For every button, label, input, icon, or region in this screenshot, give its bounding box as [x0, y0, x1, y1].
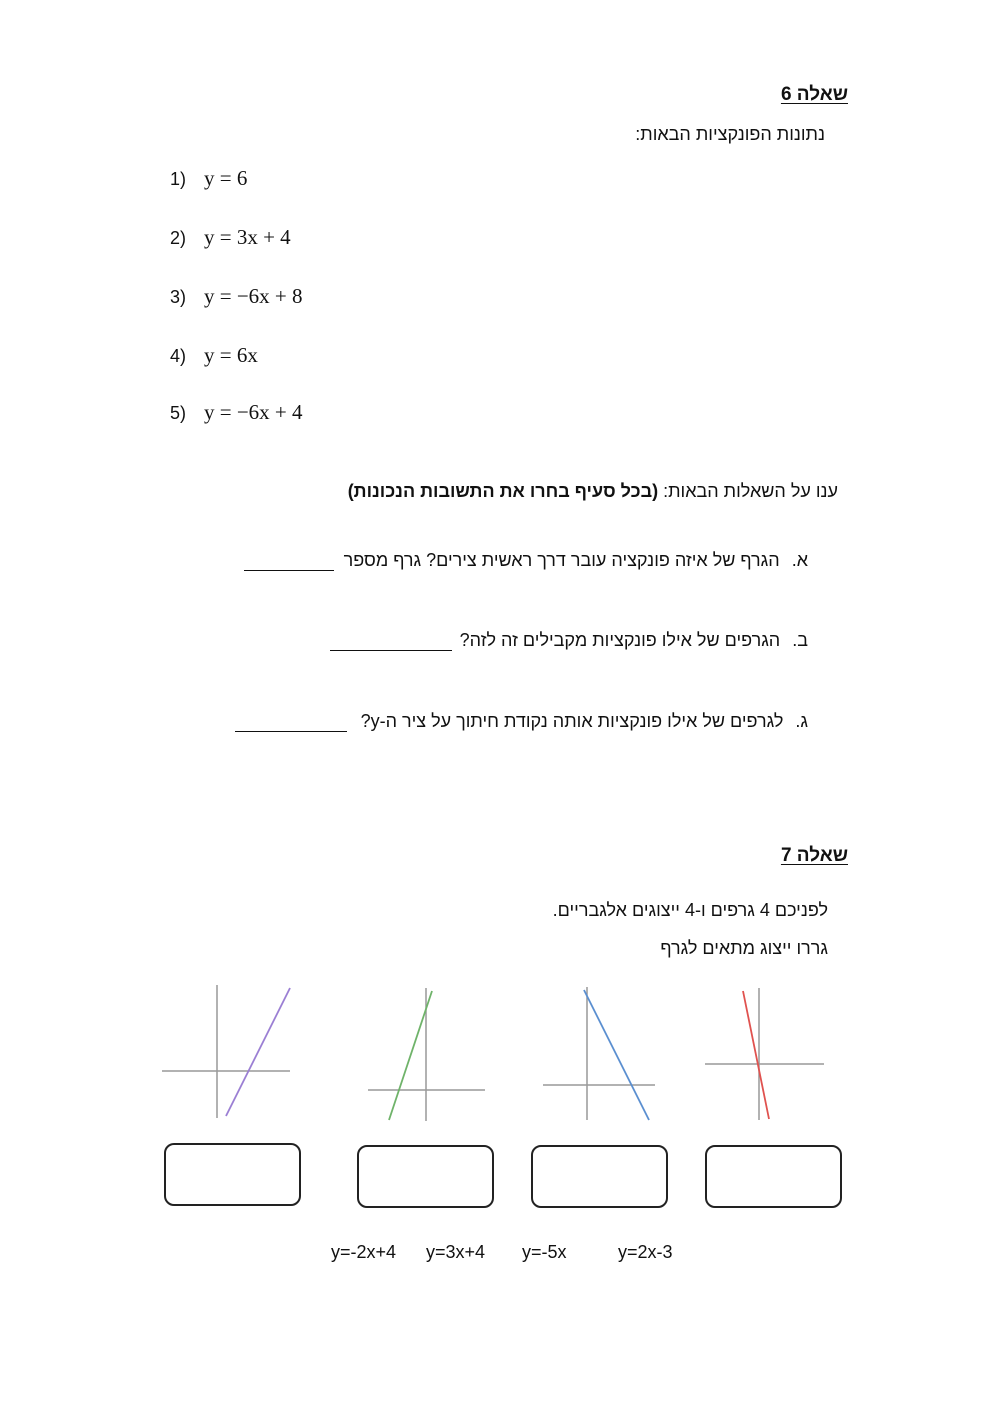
- question-text: הגרפים של אילו פונקציות מקבילים זה לזה?: [459, 630, 781, 650]
- question-text: לגרפים של אילו פונקציות אותה נקודת חיתוך על ציר ה-y?: [360, 711, 784, 731]
- graph-4-plot: [703, 988, 828, 1123]
- graph-3-plot: [540, 987, 660, 1122]
- function-number: 5): [170, 403, 187, 423]
- q7-intro: לפניכם 4 גרפים ו-4 ייצוגים אלגבריים.: [552, 900, 828, 920]
- drop-box-graph-1[interactable]: [164, 1143, 301, 1206]
- q7-heading: שאלה 7: [780, 845, 848, 866]
- function-expression: y = 6: [204, 166, 248, 190]
- graph-1-plot: [160, 985, 295, 1120]
- function-item-1: [170, 166, 247, 191]
- function-expression: y = −6x + 4: [204, 400, 303, 424]
- option-y-neg2x-plus4[interactable]: y=-2x+4: [331, 1242, 397, 1262]
- option-y-neg5x[interactable]: y=-5x: [522, 1242, 567, 1262]
- q7-instruction: גררו ייצוג מתאים לגרף: [660, 938, 828, 958]
- function-item-2: [170, 225, 291, 250]
- question-letter: א.: [791, 550, 808, 570]
- graph-2-plot: [365, 988, 490, 1123]
- question-letter: ג.: [795, 711, 808, 731]
- graph-4: [703, 988, 828, 1123]
- answer-blank-c[interactable]: [235, 713, 347, 732]
- drop-box-graph-3[interactable]: [531, 1145, 668, 1208]
- function-item-4: [170, 343, 258, 368]
- graph-1: [160, 985, 295, 1120]
- answer-blank-b[interactable]: [330, 632, 452, 651]
- instruction-emphasis: (בכל סעיף בחרו את התשובות הנכונות): [347, 481, 659, 501]
- question-b: [330, 630, 808, 651]
- drop-box-graph-4[interactable]: [705, 1145, 842, 1208]
- function-number: 3): [170, 287, 187, 307]
- function-expression: y = −6x + 8: [204, 284, 303, 308]
- drop-box-graph-2[interactable]: [357, 1145, 494, 1208]
- function-expression: y = 6x: [204, 343, 258, 367]
- q6-intro: נתונות הפונקציות הבאות:: [635, 124, 825, 144]
- function-item-5: [170, 400, 303, 425]
- graph-3: [540, 987, 660, 1122]
- question-c: [235, 711, 808, 732]
- instruction-text: ענו על השאלות הבאות:: [658, 481, 838, 501]
- q6-instruction: [348, 481, 838, 502]
- option-y-3x-plus4[interactable]: y=3x+4: [426, 1242, 486, 1262]
- answer-blank-a[interactable]: [244, 552, 334, 571]
- question-text: הגרף של איזה פונקציה עובר דרך ראשית צירים? גרף מספר: [343, 550, 780, 570]
- question-letter: ב.: [792, 630, 808, 650]
- function-number: 2): [170, 228, 187, 248]
- question-a: [244, 550, 808, 571]
- option-y-2x-minus3[interactable]: y=2x-3: [618, 1242, 673, 1262]
- graph-2: [365, 988, 490, 1123]
- function-number: 1): [170, 169, 187, 189]
- q6-heading: שאלה 6: [780, 84, 848, 105]
- function-number: 4): [170, 346, 187, 366]
- function-expression: y = 3x + 4: [204, 225, 291, 249]
- function-item-3: [170, 284, 303, 309]
